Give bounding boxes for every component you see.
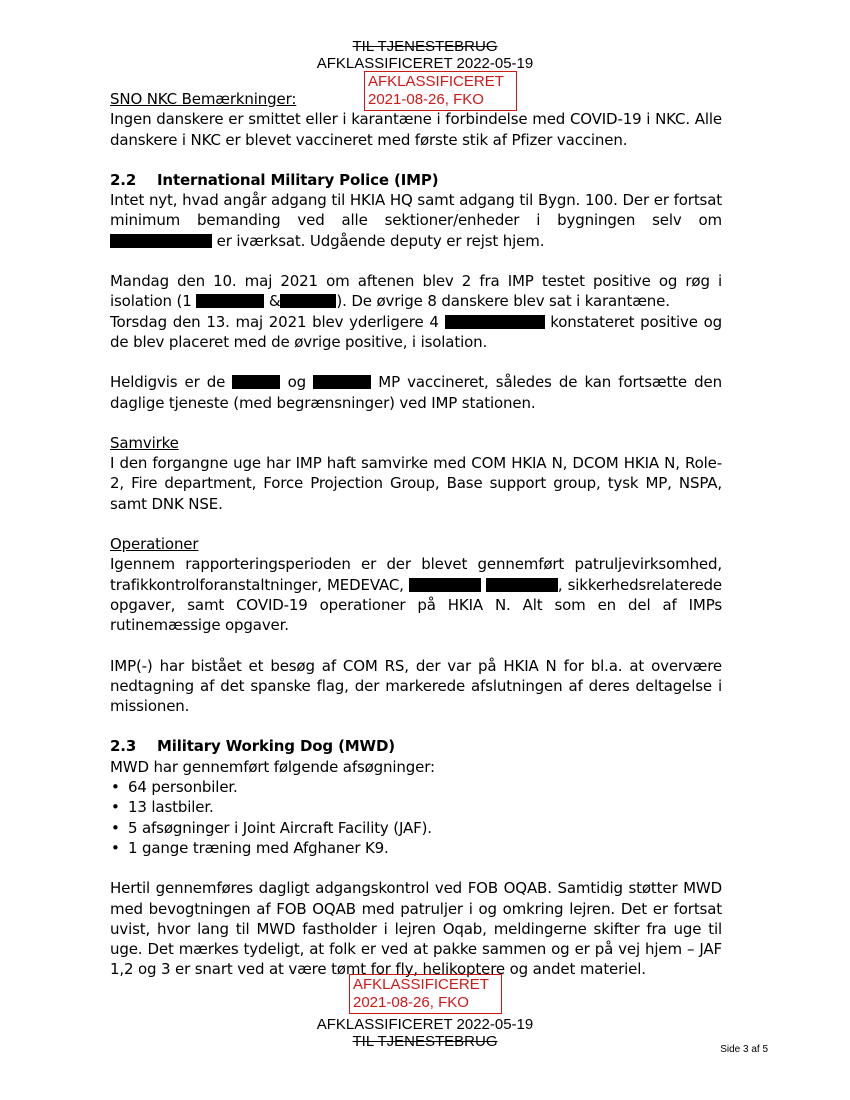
samvirke-text: I den forgangne uge har IMP haft samvirke med COM HKIA N, DCOM HKIA N, Role-2, Fire department, Force Projection Group, Base support group, tysk MP, NSPA, samt DNK NSE. bbox=[110, 454, 722, 513]
mwd-list bbox=[110, 777, 722, 858]
redaction-box bbox=[280, 294, 336, 308]
stamp-bottom-line1: AFKLASSIFICERET bbox=[353, 976, 489, 993]
section-2-3-heading bbox=[110, 736, 722, 756]
redaction-box bbox=[313, 375, 371, 389]
redaction-box bbox=[232, 375, 280, 389]
section-2-2-heading bbox=[110, 170, 722, 190]
classification-header bbox=[0, 38, 850, 72]
sno-heading: SNO NKC Bemærkninger: bbox=[110, 90, 297, 108]
header-classification-struck: TIL TJENESTEBRUG bbox=[352, 38, 498, 55]
mwd-intro: MWD har gennemført følgende afsøgninger: bbox=[110, 757, 435, 776]
section-title: International Military Police (IMP) bbox=[157, 170, 439, 189]
stamp-top-line1: AFKLASSIFICERET bbox=[368, 73, 504, 90]
stamp-bottom-line2: 2021-08-26, FKO bbox=[353, 994, 469, 1011]
section-number: 2.2 bbox=[110, 170, 137, 189]
operationer-heading: Operationer bbox=[110, 535, 199, 554]
footer-declassified-date: AFKLASSIFICERET 2022-05-19 bbox=[316, 1016, 534, 1033]
redaction-box bbox=[445, 315, 545, 329]
list-item: • 64 personbiler. bbox=[110, 777, 722, 797]
declassification-stamp-bottom bbox=[349, 974, 502, 1014]
document-body bbox=[110, 89, 722, 980]
samvirke-heading: Samvirke bbox=[110, 433, 179, 452]
imp-paragraph-3: Heldigvis er de og MP vaccineret, således de kan fortsætte den daglige tjeneste (med begrænsninger) ved IMP stationen. bbox=[110, 373, 722, 412]
page-number: Side 3 af 5 bbox=[720, 1044, 768, 1055]
redaction-box bbox=[110, 234, 212, 248]
stamp-top-line2: 2021-08-26, FKO bbox=[368, 91, 484, 108]
section-number: 2.3 bbox=[110, 737, 137, 756]
mwd-closing: Hertil gennemføres dagligt adgangskontrol ved FOB OQAB. Samtidig støtter MWD med bevogtningen af FOB OQAB med patruljer i og omkring lejren. Det er fortsat uvist, hvor lang til MWD fastholder i lejren Oqab, meldingerne skifter fra uge til uge. Det mærkes tydeligt, at folk er ved at pakke sammen og er på vej hjem – JAF 1,2 og 3 er snart ved at være tømt for fly, helikoptere og andet materiel. bbox=[110, 879, 722, 979]
redaction-box bbox=[196, 294, 264, 308]
list-item: • 5 afsøgninger i Joint Aircraft Facility (JAF). bbox=[110, 818, 722, 838]
imp-paragraph-1: Intet nyt, hvad angår adgang til HKIA HQ samt adgang til Bygn. 100. Der er fortsat minimum bemanding ved alle sektioner/enheder i bygningen selv om er iværksat. Udgående deputy er rejst hjem. bbox=[110, 191, 722, 250]
sno-text: Ingen danskere er smittet eller i karantæne i forbindelse med COVID-19 i NKC. Alle danskere i NKC er blevet vaccineret med første stik af Pfizer vaccinen. bbox=[110, 110, 722, 149]
redaction-box bbox=[409, 578, 481, 592]
imp-paragraph-2: Mandag den 10. maj 2021 om aftenen blev 2 fra IMP testet positive og røg i isolation (1 & ). De øvrige 8 danskere blev sat i karantæne. Torsdag den 13. maj 2021 blev yderligere 4 konstateret positive og de blev placeret med de øvrige positive, i isolation. bbox=[110, 272, 722, 351]
redaction-box bbox=[486, 578, 558, 592]
imp-paragraph-last: IMP(-) har bistået et besøg af COM RS, der var på HKIA N for bl.a. at overvære nedtagning af det spanske flag, der markerede afslutningen af deres deltagelse i missionen. bbox=[110, 656, 722, 716]
header-declassified-date: AFKLASSIFICERET 2022-05-19 bbox=[316, 55, 534, 72]
list-item: • 1 gange træning med Afghaner K9. bbox=[110, 838, 722, 858]
list-item: • 13 lastbiler. bbox=[110, 797, 722, 817]
operationer-text: Igennem rapporteringsperioden er der blevet gennemført patruljevirksomhed, trafikkontrolforanstaltninger, MEDEVAC, , sikkerhedsrelaterede opgaver, samt COVID-19 operationer på HKIA N. Alt som en del af IMPs rutinemæssige opgaver. bbox=[110, 555, 723, 635]
footer-classification-struck: TIL TJENESTEBRUG bbox=[352, 1033, 498, 1050]
section-title: Military Working Dog (MWD) bbox=[157, 737, 395, 756]
